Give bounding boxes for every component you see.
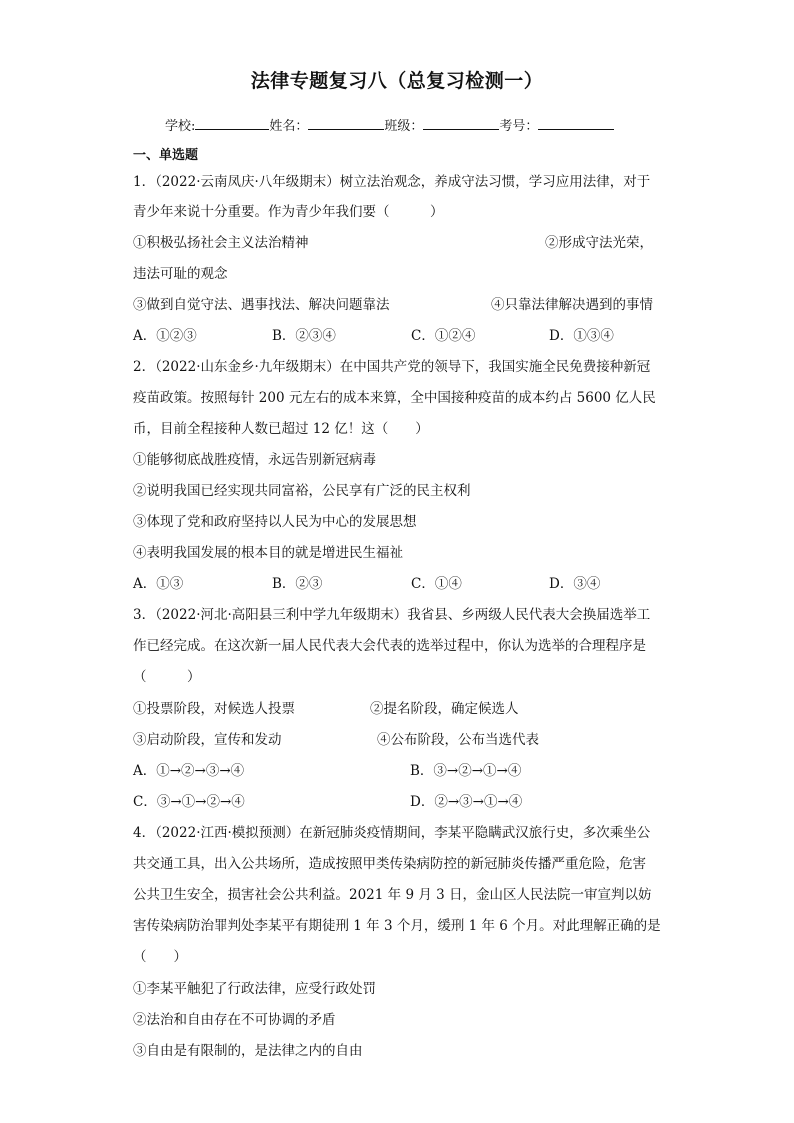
- question-3-stem: 3．（2022·河北·高阳县三利中学九年级期末）我省县、乡两级人民代表大会换届选举工: [133, 607, 651, 623]
- question-2-item: ②说明我国已经实现共同富裕，公民享有广泛的民主权利: [133, 483, 471, 499]
- question-1-item: ③做到自觉守法、遇事找法、解决问题靠法: [133, 297, 390, 313]
- question-3-item: ③启动阶段，宣传和发动: [133, 732, 282, 748]
- page-title: 法律专题复习八（总复习检测一）: [250, 70, 544, 92]
- question-1-option-a[interactable]: A．①②③: [133, 328, 197, 344]
- question-2-item: ③体现了党和政府坚持以人民为中心的发展思想: [133, 514, 417, 530]
- question-4-item: ②法治和自由存在不可协调的矛盾: [133, 1012, 336, 1028]
- question-1-option-b[interactable]: B．②③④: [272, 328, 336, 344]
- school-label: 学校:: [165, 119, 196, 134]
- question-3-item: ②提名阶段，确定候选人: [370, 701, 519, 717]
- question-1-stem: 1．（2022·云南凤庆·八年级期末）树立法治观念，养成守法习惯，学习应用法律，对于: [133, 174, 651, 190]
- question-2-stem: 2．（2022·山东金乡·九年级期末）在中国共产党的领导下，我国实施全民免费接种新冠: [133, 359, 651, 375]
- question-3-item: ④公布阶段，公布当选代表: [377, 732, 539, 748]
- question-4-stem: 4．（2022·江西·模拟预测）在新冠肺炎疫情期间，李某平隐瞒武汉旅行史，多次乘坐公: [133, 825, 651, 841]
- school-blank[interactable]: [195, 117, 269, 130]
- question-2-item: ④表明我国发展的根本目的就是增进民生福祉: [133, 545, 403, 561]
- question-1-item: ②形成守法光荣，: [545, 235, 653, 251]
- class-blank[interactable]: [423, 117, 499, 130]
- question-4-stem: 共交通工具，出入公共场所，造成按照甲类传染病防控的新冠肺炎传播严重危险，危害: [133, 856, 646, 872]
- class-label: 班级：: [384, 119, 424, 134]
- question-1-stem: 青少年来说十分重要。作为青少年我们要（ ）: [133, 204, 444, 220]
- question-2-option-b[interactable]: B．②③: [272, 576, 323, 592]
- number-label: 考号：: [499, 119, 539, 134]
- question-4-item: ③自由是有限制的，是法律之内的自由: [133, 1043, 363, 1059]
- name-label: 姓名：: [269, 119, 309, 134]
- question-3-stem: 作已经完成。在这次新一届人民代表大会代表的选举过程中，你认为选举的合理程序是: [133, 638, 646, 654]
- question-4-item: ①李某平触犯了行政法律，应受行政处罚: [133, 981, 376, 997]
- name-blank[interactable]: [308, 117, 384, 130]
- question-2-item: ①能够彻底战胜疫情，永远告别新冠病毒: [133, 452, 376, 468]
- question-3-option-d[interactable]: D．②→③→①→④: [410, 794, 523, 810]
- question-1-item: 违法可耻的观念: [133, 266, 228, 282]
- number-blank[interactable]: [538, 117, 614, 130]
- question-2-stem: 币，目前全程接种人数已超过 12 亿！这（ ）: [133, 421, 429, 437]
- question-2-option-a[interactable]: A．①③: [133, 576, 184, 592]
- question-1-item: ④只靠法律解决遇到的事情: [491, 297, 653, 313]
- question-3-option-a[interactable]: A．①→②→③→④: [133, 763, 245, 779]
- student-info-line: [165, 115, 614, 134]
- question-3-option-c[interactable]: C．③→①→②→④: [133, 794, 245, 810]
- question-1-item: ①积极弘扬社会主义法治精神: [133, 235, 309, 251]
- question-4-stem: 害传染病防治罪判处李某平有期徒刑 1 年 3 个月，缓刑 1 年 6 个月。对此理解正确的是: [133, 918, 661, 934]
- question-4-stem: 公共卫生安全，损害社会公共利益。2021 年 9 月 3 日，金山区人民法院一审宣判以妨: [133, 887, 652, 903]
- section-heading: 一、单选题: [133, 148, 199, 163]
- question-1-option-c[interactable]: C．①②④: [411, 328, 476, 344]
- question-3-stem: （ ）: [133, 669, 201, 685]
- question-2-stem: 疫苗政策。按照每针 200 元左右的成本来算，全中国接种疫苗的成本约占 5600 亿人民: [133, 390, 656, 406]
- question-2-option-d[interactable]: D．③④: [549, 576, 601, 592]
- question-2-option-c[interactable]: C．①④: [411, 576, 462, 592]
- question-3-item: ①投票阶段，对候选人投票: [133, 701, 295, 717]
- question-3-option-b[interactable]: B．③→②→①→④: [410, 763, 522, 779]
- question-4-stem: （ ）: [133, 949, 187, 965]
- question-1-option-d[interactable]: D．①③④: [549, 328, 614, 344]
